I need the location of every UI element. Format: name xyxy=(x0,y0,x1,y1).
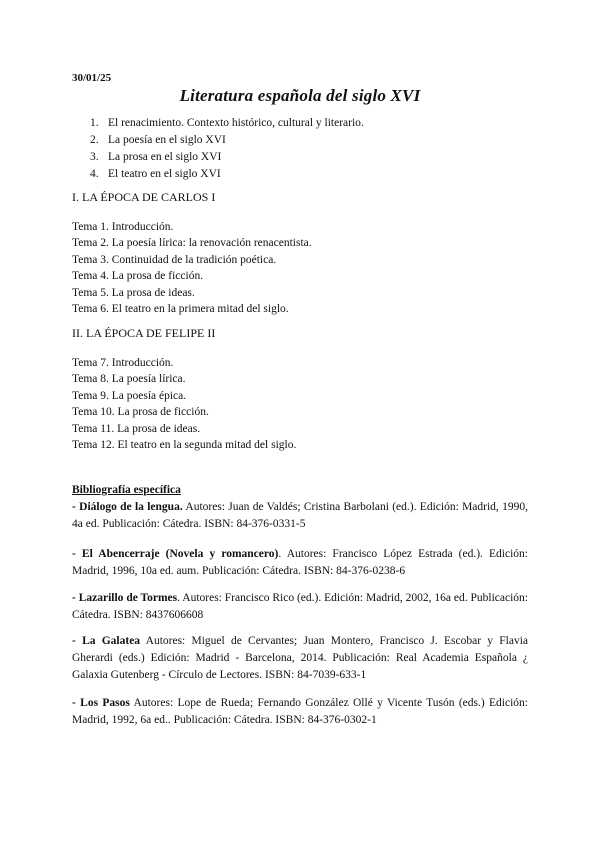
topic-item: Tema 7. Introducción. xyxy=(72,357,174,369)
topic-item: Tema 11. La prosa de ideas. xyxy=(72,422,201,435)
bibliography-entry xyxy=(72,633,528,684)
entry-title: - Los Pasos xyxy=(72,697,130,709)
outline-text: El renacimiento. Contexto histórico, cultural y literario. xyxy=(108,117,364,129)
entry-title: - Lazarillo de Tormes xyxy=(72,592,178,604)
entry-title: - Diálogo de la lengua. xyxy=(72,501,183,513)
topic-list-felipe xyxy=(72,355,296,453)
outline-number: 4. xyxy=(90,168,99,180)
topic-item: Tema 8. La poesía lírica. xyxy=(72,373,186,386)
topic-item: Tema 9. La poesía épica. xyxy=(72,389,187,402)
bibliography-entry xyxy=(72,499,528,533)
document-title: Literatura española del siglo XVI xyxy=(179,86,421,105)
outline-item xyxy=(90,166,364,183)
topic-list-carlos xyxy=(72,219,312,317)
bibliography-heading: Bibliografía específica xyxy=(72,484,181,496)
outline-item xyxy=(90,115,364,132)
outline-number: 2. xyxy=(90,134,99,146)
topic-item: Tema 4. La prosa de ficción. xyxy=(72,270,204,283)
outline-text: La poesía en el siglo XVI xyxy=(108,134,226,146)
topic-item: Tema 5. La prosa de ideas. xyxy=(72,286,195,299)
entry-details: Autores: Miguel de Cervantes; Juan Montero, Francisco J. Escobar y Flavia Gherardi (eds.) Edición: Madrid - Barcelona, 2014. Publicación: Real Academia Española ¿ Galaxia Gutenberg - Círculo de Lectores. ISBN: 84-7039-633-1 xyxy=(72,635,528,681)
topic-item: Tema 2. La poesía lírica: la renovación renacentista. xyxy=(72,237,312,250)
bibliography-entry xyxy=(72,590,528,624)
topic-item: Tema 10. La prosa de ficción. xyxy=(72,406,209,419)
entry-title: - La Galatea xyxy=(72,635,141,647)
document-date: 30/01/25 xyxy=(72,72,112,84)
entry-title: - El Abencerraje (Novela y romancero) xyxy=(72,548,279,560)
bibliography-entry xyxy=(72,695,528,729)
outline-item xyxy=(90,149,364,166)
outline-number: 3. xyxy=(90,151,99,163)
outline-number: 1. xyxy=(90,117,99,129)
outline-text: La prosa en el siglo XVI xyxy=(108,151,222,163)
entry-details: . Autores: Francisco Rico (ed.). Edición: Madrid, 2002, 16a ed. Publicación: Cátedra. ISBN: 8437606608 xyxy=(72,592,528,621)
topic-item: Tema 6. El teatro en la primera mitad del siglo. xyxy=(72,302,289,315)
section-heading-carlos: I. LA ÉPOCA DE CARLOS I xyxy=(72,190,216,204)
topic-item: Tema 1. Introducción. xyxy=(72,221,174,233)
bibliography-entry xyxy=(72,546,528,580)
topic-item: Tema 3. Continuidad de la tradición poética. xyxy=(72,253,277,266)
topic-item: Tema 12. El teatro en la segunda mitad del siglo. xyxy=(72,438,297,451)
outline-text: El teatro en el siglo XVI xyxy=(108,168,221,180)
outline-item xyxy=(90,132,364,149)
entry-details: . Autores: Francisco López Estrada (ed.). Edición: Madrid, 1996, 10a ed. aum. Publicación: Cátedra. ISBN: 84-376-0238-6 xyxy=(72,548,528,577)
entry-details: Autores: Lope de Rueda; Fernando González Ollé y Vicente Tusón (eds.) Edición: Madrid, 1992, 6a ed.. Publicación: Cátedra. ISBN: 84-376-0302-1 xyxy=(72,697,528,726)
outline-list xyxy=(90,115,364,183)
section-heading-felipe: II. LA ÉPOCA DE FELIPE II xyxy=(72,326,216,340)
entry-details: Autores: Juan de Valdés; Cristina Barbolani (ed.). Edición: Madrid, 1990, 4a ed. Publicación: Cátedra. ISBN: 84-376-0331-5 xyxy=(72,501,528,530)
